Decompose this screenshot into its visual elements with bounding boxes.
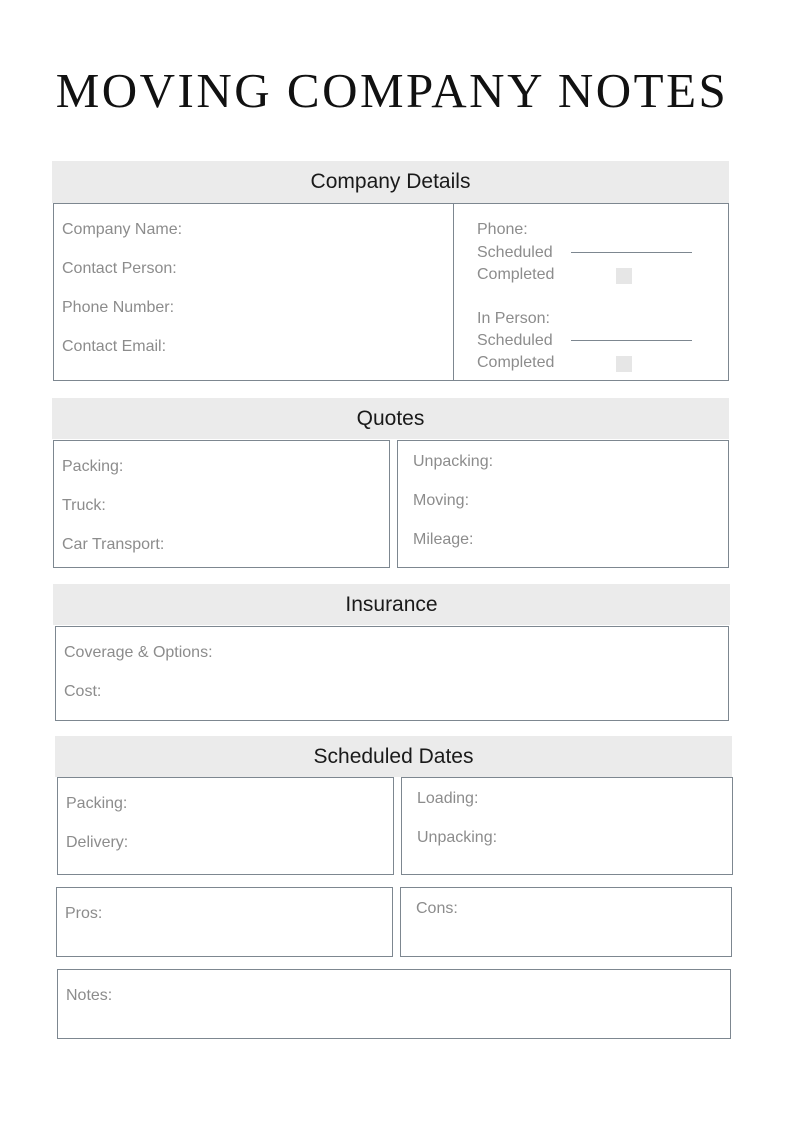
scheduled-packing-label: Packing: [66, 795, 128, 812]
phone-scheduled-line[interactable] [571, 252, 692, 253]
phone-number-label: Phone Number: [62, 299, 175, 316]
quote-car-transport-label: Car Transport: [62, 536, 165, 553]
coverage-options-label: Coverage & Options: [64, 644, 213, 661]
scheduled-loading-label: Loading: [417, 790, 479, 807]
in-person-completed-checkbox[interactable] [616, 356, 632, 372]
notes-box[interactable] [57, 969, 731, 1039]
quote-moving-label: Moving: [413, 492, 470, 509]
phone-contact-label: Phone: [477, 221, 528, 238]
in-person-scheduled-line[interactable] [571, 340, 692, 341]
company-details-divider [453, 203, 454, 381]
in-person-completed-label: Completed [477, 354, 555, 371]
page-title: MOVING COMPANY NOTES [55, 63, 729, 118]
phone-scheduled-label: Scheduled [477, 244, 553, 261]
cons-box[interactable] [400, 887, 732, 957]
in-person-label: In Person: [477, 310, 550, 327]
scheduled-left-box [57, 777, 394, 875]
phone-completed-checkbox[interactable] [616, 268, 632, 284]
insurance-box [55, 626, 729, 721]
contact-person-label: Contact Person: [62, 260, 177, 277]
insurance-heading: Insurance [53, 584, 730, 625]
cost-label: Cost: [64, 683, 102, 700]
quote-unpacking-label: Unpacking: [413, 453, 494, 470]
scheduled-delivery-label: Delivery: [66, 834, 129, 851]
company-details-heading: Company Details [52, 161, 729, 203]
quotes-heading: Quotes [52, 398, 729, 439]
quote-mileage-label: Mileage: [413, 531, 474, 548]
cons-label: Cons: [416, 900, 458, 917]
phone-completed-label: Completed [477, 266, 555, 283]
scheduled-unpacking-label: Unpacking: [417, 829, 498, 846]
contact-email-label: Contact Email: [62, 338, 167, 355]
pros-box[interactable] [56, 887, 393, 957]
company-name-label: Company Name: [62, 221, 183, 238]
in-person-scheduled-label: Scheduled [477, 332, 553, 349]
pros-label: Pros: [65, 905, 103, 922]
scheduled-dates-heading: Scheduled Dates [55, 736, 732, 777]
quote-truck-label: Truck: [62, 497, 106, 514]
notes-label: Notes: [66, 987, 113, 1004]
quote-packing-label: Packing: [62, 458, 124, 475]
